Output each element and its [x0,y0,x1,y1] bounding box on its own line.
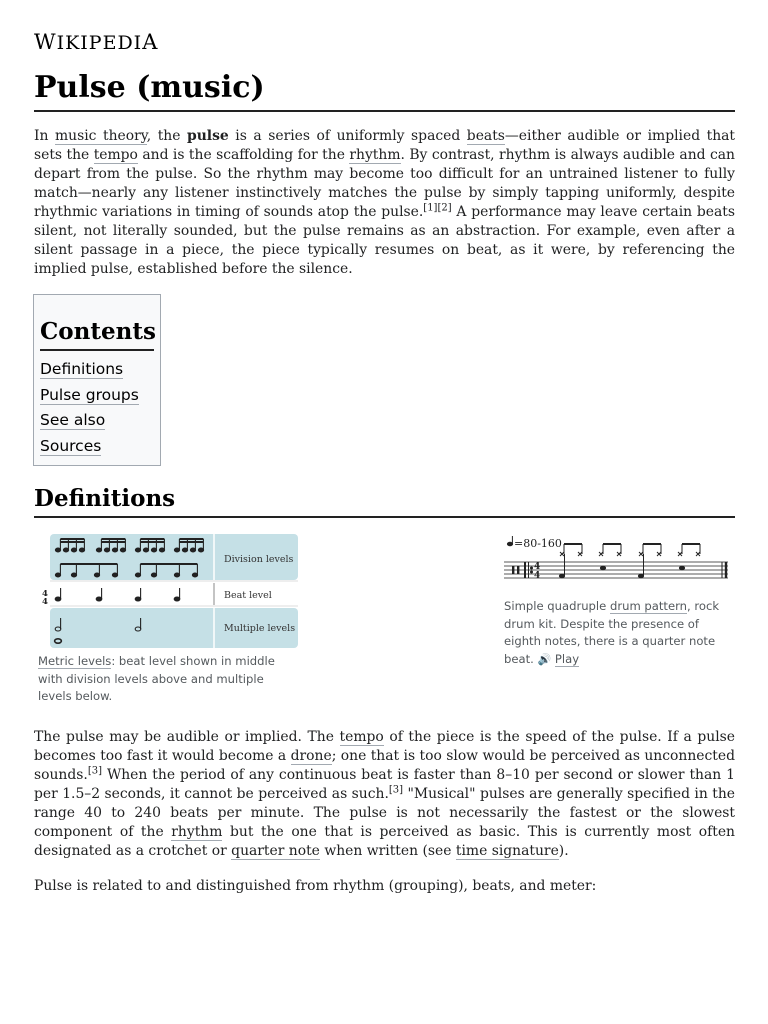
toc-item-definitions[interactable]: Definitions [40,360,124,378]
page-title: Pulse (music) [34,66,735,112]
link-drone[interactable]: drone [290,748,332,764]
left-time-sig-bottom: 4 [42,597,48,607]
link-time-signature[interactable]: time signature [455,843,559,859]
wikipedia-wordmark[interactable] [34,30,158,54]
figure-metric-levels [38,533,300,706]
link-rhythm-2[interactable]: rhythm [171,824,223,840]
link-music-theory[interactable]: music theory [54,128,147,144]
table-of-contents [33,294,161,466]
drum-pattern-score[interactable] [504,536,734,594]
link-rhythm[interactable]: rhythm [349,147,401,163]
figure-caption-metric-levels: Metric levels: beat level shown in middle with division levels above and multiple levels below. [38,654,275,703]
definitions-paragraph-2: Pulse is related to and distinguished from rhythm (grouping), beats, and meter: [34,878,597,894]
left-time-sig-top: 4 [42,589,48,599]
citation-1[interactable]: [1] [423,202,438,214]
toc-item-sources[interactable]: Sources [40,436,102,455]
intro-paragraph: In music theory, the pulse is a series of uniformly spaced beats—either audible or implied that sets the tempo and is the scaffolding for the rhythm. By contrast, rhythm is always audible and can depart from the pulse. So the rhythm may become too difficult for an untrained listener to fully match—nearly any listener instinctively matches the pulse by simply tapping uniformly, despite rhythmic variations in timing of sounds atop the pulse.[1][2] A performance may leave certain beats silent, not literally sounded, but the pulse remains as an abstraction. For example, even after a silent passage in a piece, the piece typically resumes on beat, as it were, by referencing the implied pulse, established before the silence. [34,128,736,277]
speaker-icon[interactable]: 🔊 [537,652,552,666]
bold-term: pulse [187,128,229,144]
right-time-sig-bottom: 4 [534,571,541,581]
figure-caption-drum-pattern: Simple quadruple drum pattern, rock drum kit. Despite the presence of eighth notes, there is a quarter note beat. 🔊 Play [504,599,720,666]
link-tempo[interactable]: tempo [93,147,138,163]
right-time-sig-top: 4 [534,562,541,572]
play-link[interactable]: Play [554,651,580,666]
toc-heading: Contents [40,317,154,351]
label-multiple-levels: Multiple levels [224,623,296,634]
wordmark-middle: IKIPEDI [56,32,143,54]
toc-item-pulse-groups[interactable]: Pulse groups [40,385,139,404]
metric-levels-diagram[interactable] [38,533,300,653]
figure-drum-pattern [504,536,734,668]
wordmark-final: A [142,30,159,54]
wordmark-initial: W [34,30,57,54]
link-drum-pattern[interactable]: drum pattern [609,599,688,613]
label-beat-level: Beat level [224,590,272,601]
label-division-levels: Division levels [224,554,294,565]
definitions-paragraph-1: The pulse may be audible or implied. The tempo of the piece is the speed of the pulse. If a pulse becomes too fast it would become a drone; one that is too slow would be perceived as unconnected sounds.[3] When the period of any continuous beat is faster than 8–10 per second or slower than 1 per 1.5–2 seconds, it cannot be perceived as such.[3] "Musical" pulses are generally specified in the range 40 to 240 beats per minute. The pulse is not necessarily the fastest or the slowest component of the rhythm but the one that is perceived as basic. This is currently most often designated as a crotchet or quarter note when written (see time signature). [34,729,736,859]
citation-3a[interactable]: [3] [87,765,102,777]
citation-3b[interactable]: [3] [388,784,404,796]
tempo-marking: =80-160 [514,537,562,550]
section-heading-definitions: Definitions [34,482,735,518]
link-tempo-2[interactable]: tempo [339,729,384,745]
link-quarter-note[interactable]: quarter note [231,843,320,859]
toc-item-see-also[interactable]: See also [40,411,106,429]
link-beats[interactable]: beats [466,128,505,144]
citation-2[interactable]: [2] [437,202,452,214]
link-metric-levels[interactable]: Metric levels [38,654,112,668]
